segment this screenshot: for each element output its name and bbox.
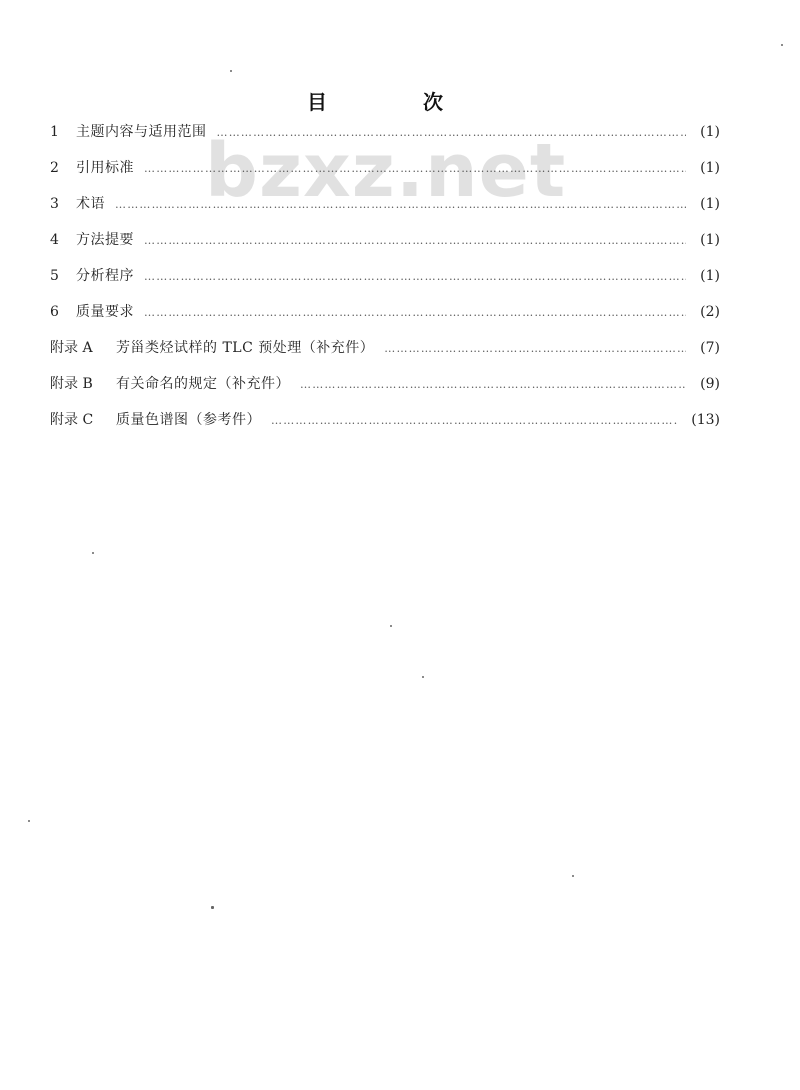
toc-leader-dots — [271, 410, 677, 432]
scan-speck — [572, 875, 574, 877]
toc-entry-number: 附录 A — [50, 340, 93, 356]
toc-leader-dots — [144, 230, 686, 252]
toc-entry-title: 引用标准 — [76, 160, 134, 176]
toc-entry-page: (13) — [691, 412, 720, 428]
table-of-contents — [50, 121, 720, 445]
toc-entry-number: 3 — [50, 196, 59, 212]
toc-entry-page: (1) — [700, 268, 720, 284]
toc-entry-title: 有关命名的规定（补充件） — [116, 376, 290, 392]
scan-speck — [390, 625, 392, 627]
toc-entry-number: 附录 C — [50, 412, 94, 428]
toc-leader-dots — [217, 122, 687, 144]
toc-leader-dots — [300, 374, 686, 396]
toc-entry[interactable] — [50, 409, 720, 445]
toc-entry-page: (1) — [700, 124, 720, 140]
toc-entry-title: 主题内容与适用范围 — [76, 124, 207, 140]
toc-entry-page: (1) — [700, 232, 720, 248]
toc-entry-title: 术语 — [76, 196, 105, 212]
toc-entry-number: 4 — [50, 232, 59, 248]
toc-entry[interactable] — [50, 337, 720, 373]
toc-entry-title: 质量色谱图（参考件） — [116, 412, 261, 428]
toc-entry-page: (1) — [700, 196, 720, 212]
page-title: 目 次 — [307, 90, 481, 114]
scan-speck — [211, 906, 214, 909]
toc-leader-dots — [144, 158, 686, 180]
scan-speck — [28, 820, 30, 822]
toc-entry[interactable] — [50, 229, 720, 265]
watermark: bzxz.net — [205, 128, 567, 214]
toc-entry-page: (7) — [700, 340, 720, 356]
toc-entry-number: 2 — [50, 160, 59, 176]
scan-speck — [230, 70, 232, 72]
toc-entry-number: 附录 B — [50, 376, 93, 392]
toc-entry[interactable] — [50, 193, 720, 229]
toc-entry-number: 1 — [50, 124, 59, 140]
toc-entry-page: (9) — [700, 376, 720, 392]
toc-entry[interactable] — [50, 157, 720, 193]
toc-entry-page: (2) — [700, 304, 720, 320]
toc-entry-number: 5 — [50, 268, 59, 284]
toc-entry-title: 方法提要 — [76, 232, 134, 248]
toc-leader-dots — [384, 338, 686, 360]
scan-speck — [92, 552, 94, 554]
toc-leader-dots — [144, 302, 686, 324]
toc-entry-title: 质量要求 — [76, 304, 134, 320]
toc-entry-number: 6 — [50, 304, 59, 320]
toc-entry-title: 芳甾类烃试样的 TLC 预处理（补充件） — [116, 340, 375, 356]
toc-entry[interactable] — [50, 265, 720, 301]
toc-leader-dots — [115, 194, 686, 216]
toc-entry[interactable] — [50, 301, 720, 337]
scan-speck — [781, 44, 783, 46]
scan-speck — [422, 676, 424, 678]
toc-entry-title: 分析程序 — [76, 268, 134, 284]
toc-leader-dots — [144, 266, 686, 288]
toc-entry-page: (1) — [700, 160, 720, 176]
toc-entry[interactable] — [50, 373, 720, 409]
toc-entry[interactable] — [50, 121, 720, 157]
